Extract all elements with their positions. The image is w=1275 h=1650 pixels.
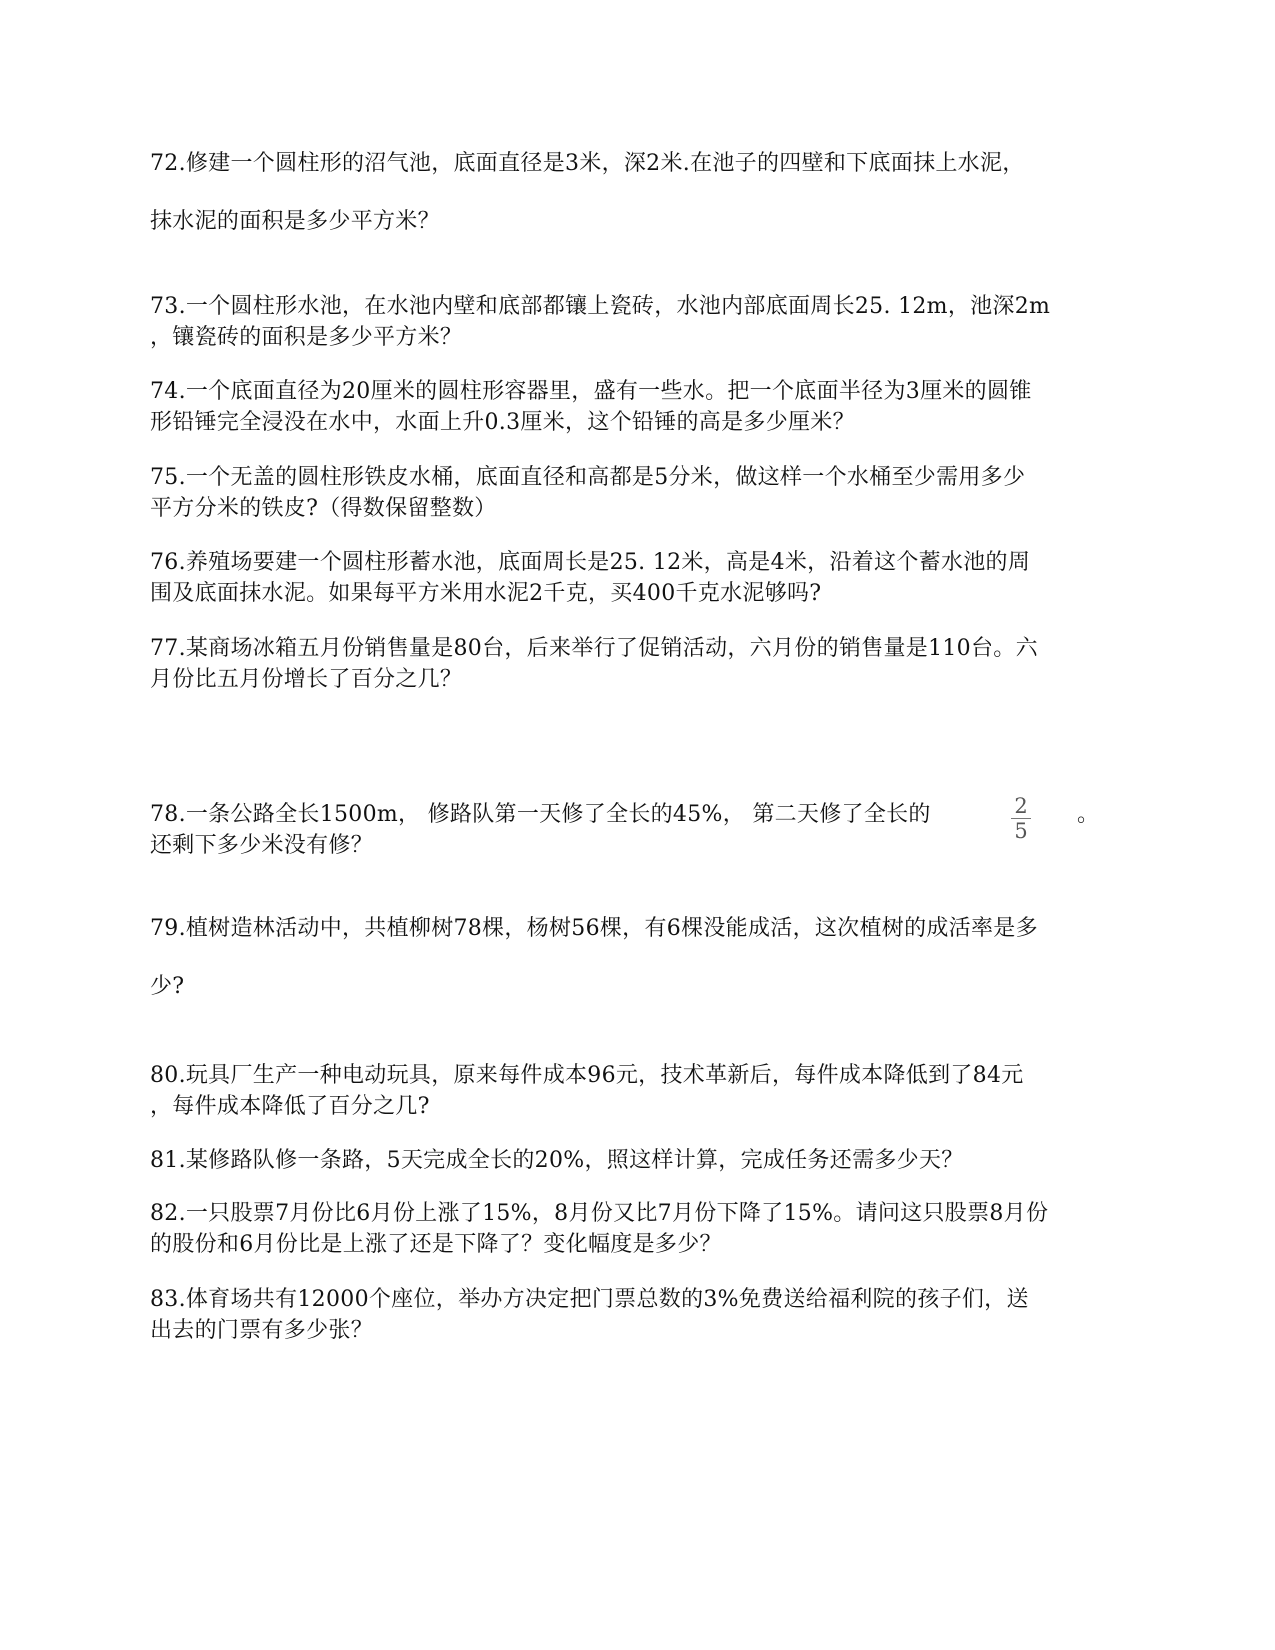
problem-79-line-1: 79.植树造林活动中，共植柳树78棵，杨树56棵，有6棵没能成活，这次植树的成活率是多 bbox=[150, 916, 1038, 941]
problem-76-line-2: 围及底面抹水泥。如果每平方米用水泥2千克，买400千克水泥够吗? bbox=[150, 581, 822, 606]
problem-83-line-1: 83.体育场共有12000个座位，举办方决定把门票总数的3%免费送给福利院的孩子们，送 bbox=[150, 1287, 1029, 1312]
problem-74-line-1: 74.一个底面直径为20厘米的圆柱形容器里，盛有一些水。把一个底面半径为3厘米的圆锥 bbox=[150, 379, 1032, 404]
problem-72-line-2: 抹水泥的面积是多少平方米？ bbox=[150, 209, 440, 234]
problem-76-line-1: 76.养殖场要建一个圆柱形蓄水池，底面周长是25. 12米，高是4米，沿着这个蓄水池的周 bbox=[150, 550, 1031, 575]
fraction-numerator: 2 bbox=[1014, 794, 1028, 818]
problem-79-line-2: 少? bbox=[150, 974, 185, 999]
fraction-two-fifths bbox=[1010, 795, 1032, 842]
problem-80-line-1: 80.玩具厂生产一种电动玩具，原来每件成本96元，技术革新后，每件成本降低到了84元 bbox=[150, 1063, 1024, 1088]
problem-77-line-2: 月份比五月份增长了百分之几？ bbox=[150, 667, 463, 692]
problem-78-trailing-period: 。 bbox=[1077, 802, 1100, 827]
problem-73-line-1: 73.一个圆柱形水池，在水池内壁和底部都镶上瓷砖，水池内部底面周长25. 12m，池深2m bbox=[150, 294, 1051, 319]
problem-77-line-1: 77.某商场冰箱五月份销售量是80台，后来举行了促销活动，六月份的销售量是110台。六 bbox=[150, 636, 1038, 661]
problem-74-line-2: 形铅锤完全浸没在水中，水面上升0.3厘米，这个铅锤的高是多少厘米？ bbox=[150, 410, 855, 435]
problem-83-line-2: 出去的门票有多少张？ bbox=[150, 1318, 374, 1343]
problem-81-line-1: 81.某修路队修一条路，5天完成全长的20%，照这样计算，完成任务还需多少天？ bbox=[150, 1148, 964, 1173]
fraction-denominator: 5 bbox=[1014, 819, 1028, 843]
problem-80-line-2: ，每件成本降低了百分之几? bbox=[150, 1094, 430, 1119]
problem-82-line-1: 82.一只股票7月份比6月份上涨了15%，8月份又比7月份下降了15%。请问这只股票8月份 bbox=[150, 1201, 1049, 1226]
problem-75-line-1: 75.一个无盖的圆柱形铁皮水桶，底面直径和高都是5分米，做这样一个水桶至少需用多少 bbox=[150, 465, 1026, 490]
problem-82-line-2: 的股份和6月份比是上涨了还是下降了？变化幅度是多少？ bbox=[150, 1232, 722, 1257]
problem-73-line-2: ，镶瓷砖的面积是多少平方米？ bbox=[150, 325, 463, 350]
problem-78-line-1: 78.一条公路全长1500m， 修路队第一天修了全长的45%， 第二天修了全长的 bbox=[150, 802, 931, 827]
problem-72-line-1: 72.修建一个圆柱形的沼气池，底面直径是3米，深2米.在池子的四壁和下底面抹上水泥， bbox=[150, 151, 1025, 176]
problem-75-line-2: 平方分米的铁皮?（得数保留整数） bbox=[150, 496, 497, 521]
problem-78-line-2: 还剩下多少米没有修？ bbox=[150, 833, 374, 858]
